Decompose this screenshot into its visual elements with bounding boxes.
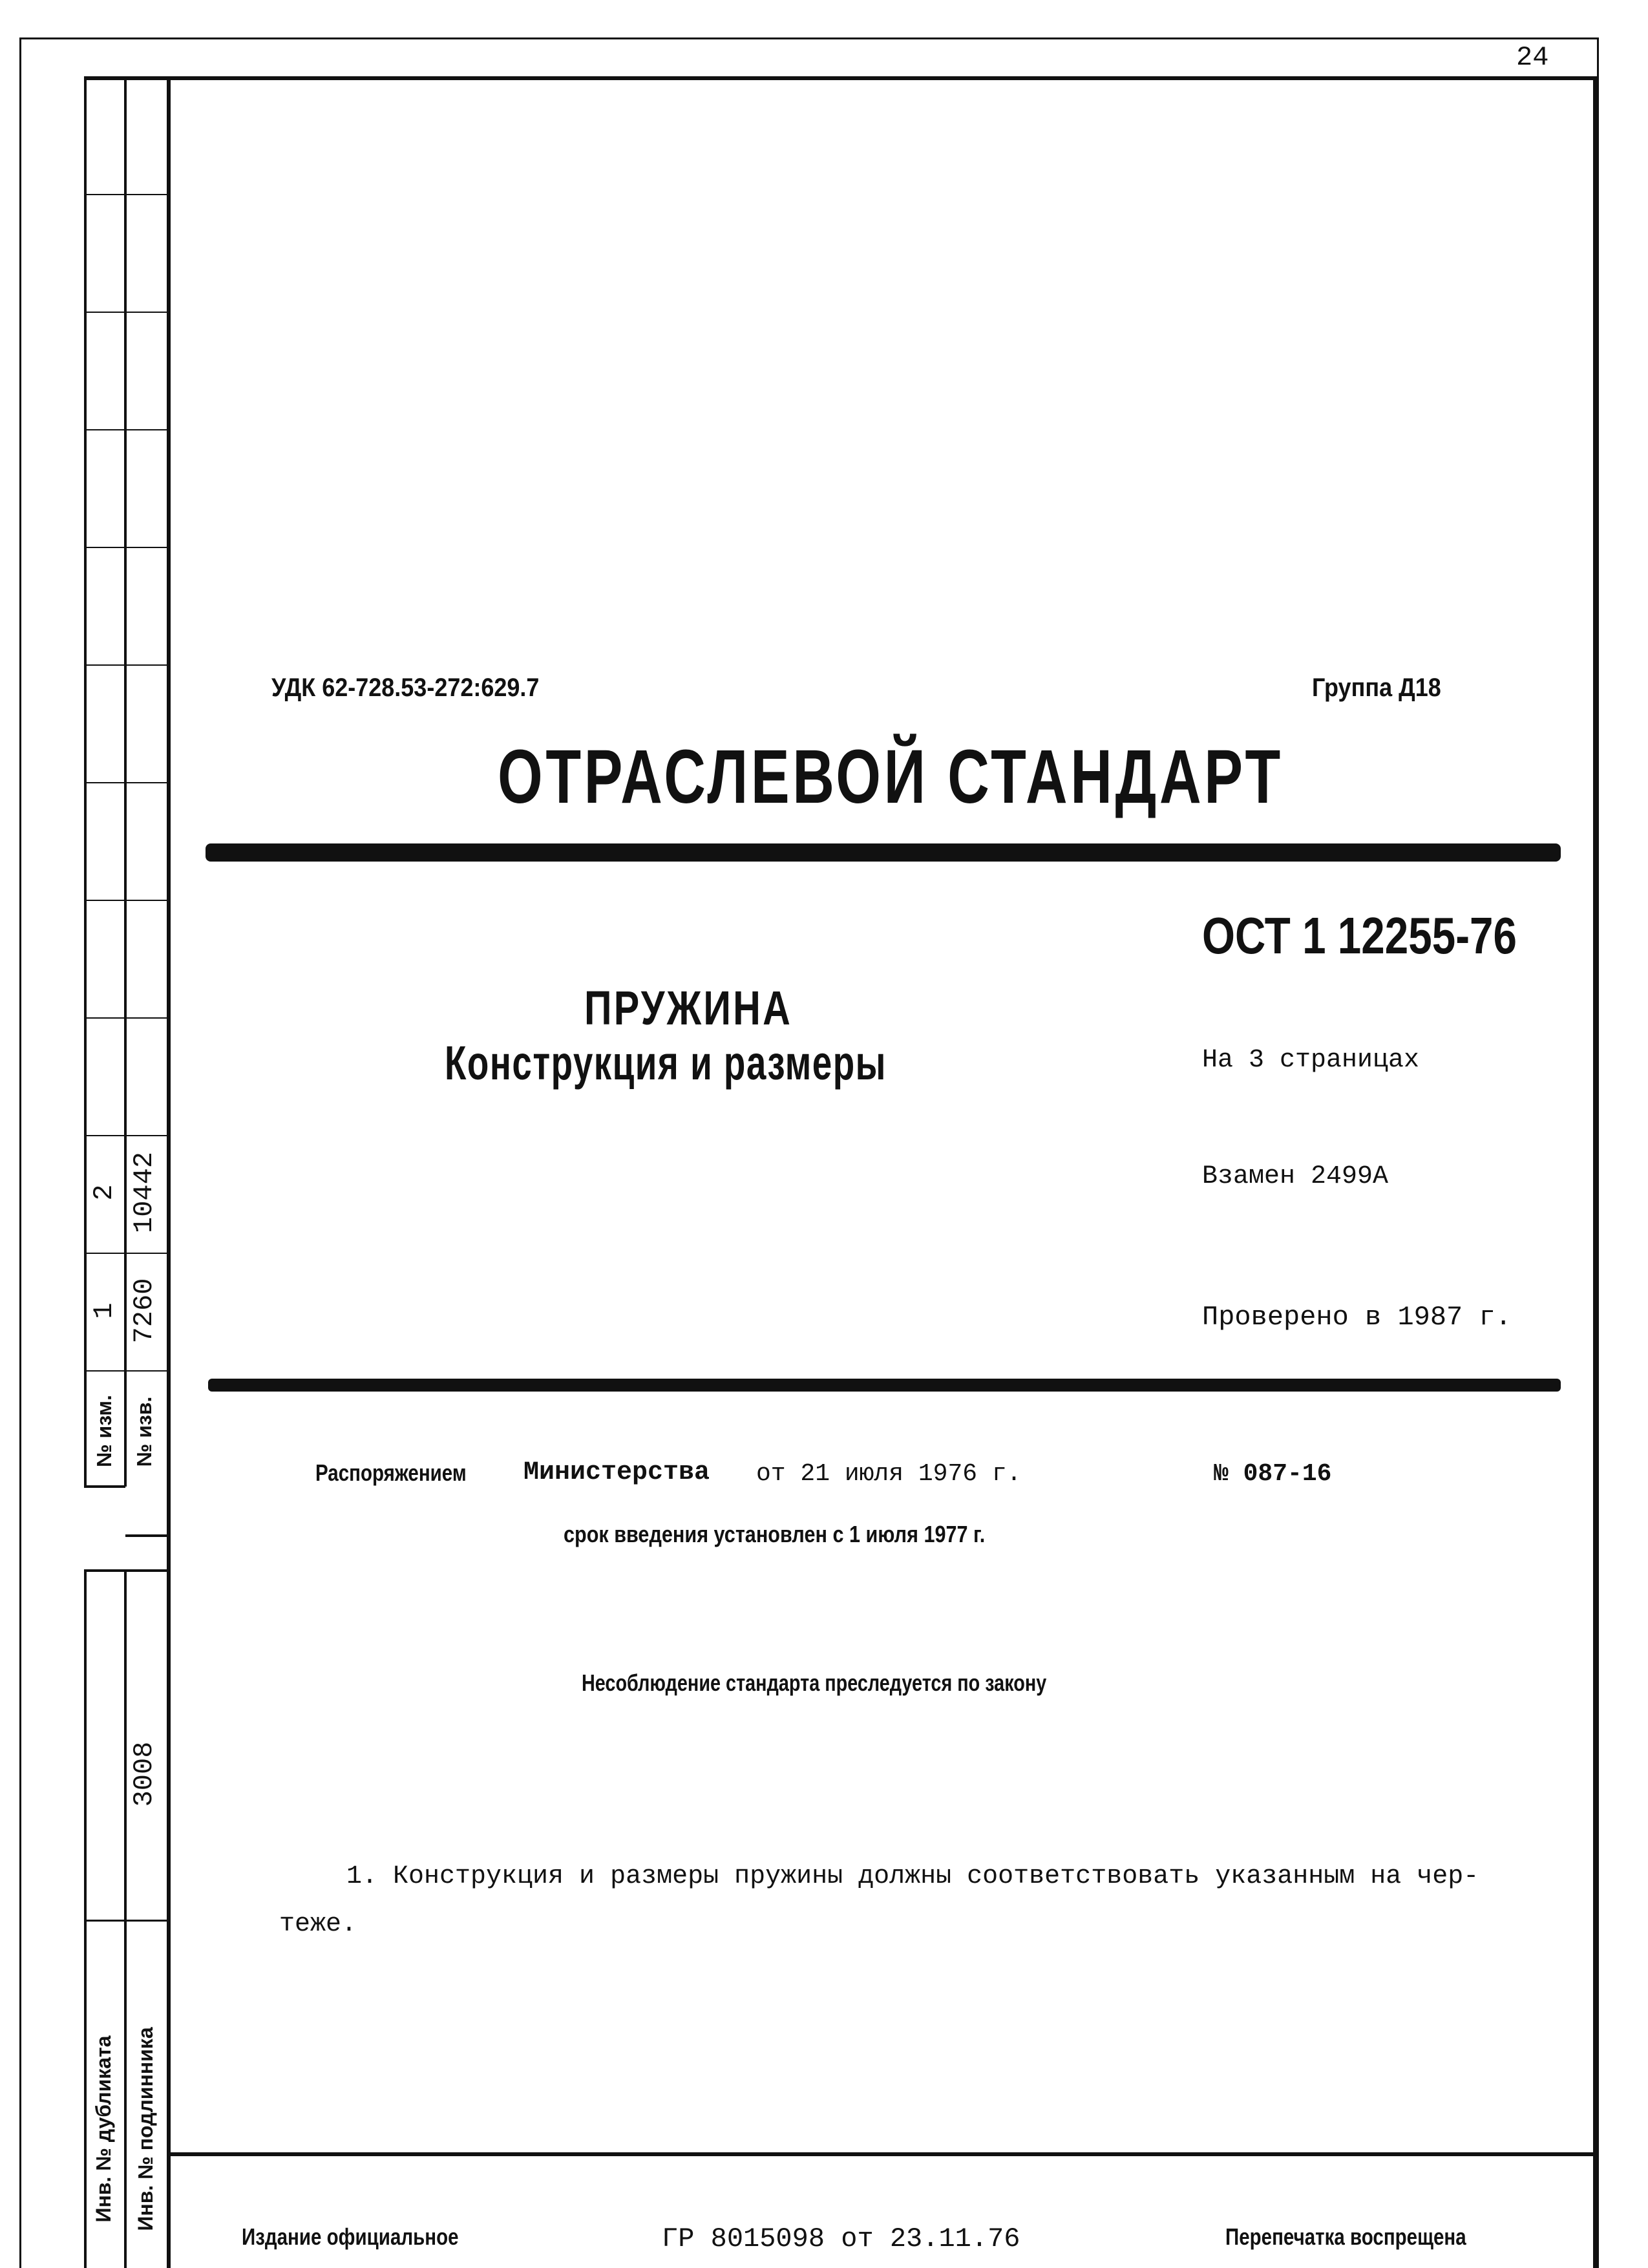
- stamp-notice-7260: 7260: [129, 1278, 160, 1344]
- stamp-change-2: 2: [89, 1184, 120, 1201]
- decree-effective: срок введения установлен с 1 июля 1977 г.: [564, 1521, 986, 1547]
- stamp-upper-bottom: [84, 1485, 125, 1488]
- stamp-change-1: 1: [89, 1302, 120, 1319]
- stamp-row-line: [84, 1017, 168, 1019]
- stamp-notice-col-header: № изв.: [132, 1396, 156, 1467]
- pages-count: На 3 страницах: [1202, 1046, 1420, 1075]
- clause-1-line-2: теже.: [279, 1910, 357, 1939]
- decree-body: Министерства: [523, 1458, 710, 1487]
- stamp-row-line: [84, 547, 168, 548]
- stamp-duplicate-inv-label: Инв. № дубликата: [92, 2035, 115, 2223]
- stamp-lower-top: [84, 1569, 169, 1572]
- stamp-row-line: [84, 664, 168, 666]
- decree-date: от 21 июля 1976 г.: [756, 1460, 1022, 1488]
- meta-thick-rule: [208, 1379, 1561, 1392]
- page-number: 24: [1516, 42, 1549, 73]
- footer-reprint: Перепечатка воспрещена: [1225, 2223, 1466, 2250]
- stamp-row-line: [84, 194, 168, 195]
- subject-subtitle: Конструкция и размеры: [445, 1036, 887, 1090]
- stamp-lower-divider: [84, 1920, 169, 1922]
- stamp-lower-col-2-left: [124, 1569, 127, 2268]
- decree-number: № 087-16: [1214, 1460, 1332, 1488]
- footer-rule: [169, 2152, 1596, 2156]
- inner-frame-left: [167, 76, 171, 2268]
- subject-title: ПРУЖИНА: [584, 981, 793, 1035]
- stamp-change-col-header: № изм.: [92, 1395, 116, 1467]
- clause-1-line-1: 1. Конструкция и размеры пружины должны соответствовать указанным на чер-: [346, 1862, 1479, 1891]
- stamp-row-line: [84, 429, 168, 430]
- stamp-row-line: [84, 1135, 168, 1136]
- outer-frame-top: [19, 37, 1599, 39]
- group-code: Группа Д18: [1312, 673, 1441, 702]
- outer-frame-left: [19, 37, 21, 2268]
- stamp-row-line: [84, 900, 168, 901]
- stamp-row-line: [84, 1253, 168, 1254]
- standard-number: ОСТ 1 12255-76: [1202, 907, 1517, 964]
- stamp-original-inv-value: 3008: [129, 1741, 160, 1807]
- stamp-notice-10442: 10442: [129, 1151, 160, 1234]
- stamp-original-inv-label: Инв. № подлинника: [134, 2027, 157, 2231]
- stamp-row-line: [84, 1370, 168, 1372]
- stamp-row-line: [84, 312, 168, 313]
- checked-year: Проверено в 1987 г.: [1202, 1302, 1512, 1333]
- outer-frame-right: [1597, 37, 1599, 2268]
- stamp-col-1-left: [84, 76, 87, 1487]
- legal-warning: Несоблюдение стандарта преследуется по закону: [582, 1669, 1047, 1696]
- inner-frame-top: [84, 76, 1598, 80]
- stamp-lower-col-1-left: [84, 1569, 87, 2268]
- header-thick-rule: [206, 843, 1561, 862]
- footer-edition: Издание официальное: [242, 2223, 459, 2250]
- footer-registration: ГР 8015098 от 23.11.76: [662, 2223, 1020, 2254]
- header-title: ОТРАСЛЕВОЙ СТАНДАРТ: [498, 734, 1284, 820]
- udc-code: УДК 62-728.53-272:629.7: [271, 673, 540, 702]
- replaces: Взамен 2499А: [1202, 1162, 1389, 1191]
- stamp-notch-line: [125, 1534, 168, 1537]
- inner-frame-right: [1593, 76, 1597, 2268]
- decree-label: Распоряжением: [315, 1459, 467, 1486]
- stamp-row-line: [84, 782, 168, 783]
